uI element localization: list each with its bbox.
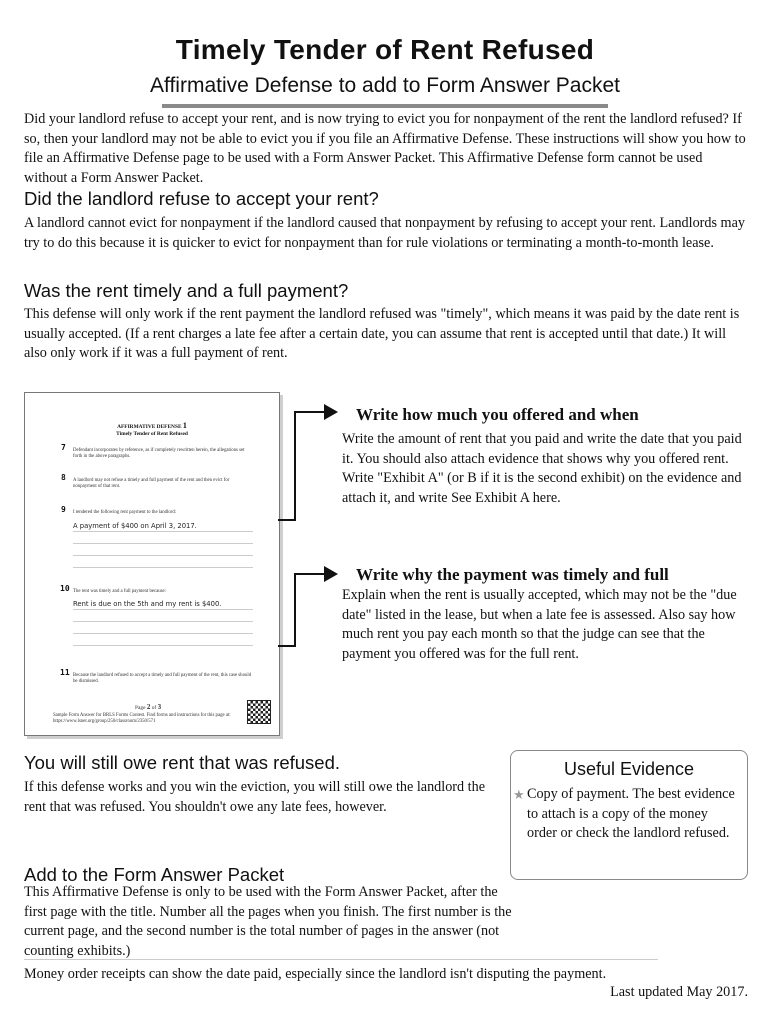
form-heading-number: 1 <box>182 421 187 430</box>
heading-add: Add to the Form Answer Packet <box>24 864 285 885</box>
form-item-number: 10 <box>60 584 70 593</box>
connector-line <box>294 573 324 575</box>
form-page-number: Page 2 of 3 <box>135 703 162 711</box>
useful-evidence-box <box>510 750 748 880</box>
evidence-title: Useful Evidence <box>563 759 695 779</box>
star-icon: ★ <box>513 787 525 802</box>
form-item-text: Because the landlord refused to accept a timely and full payment of the rent, this case should be dismissed. <box>73 673 252 684</box>
form-line <box>73 543 253 544</box>
footer-divider <box>24 959 658 960</box>
form-heading: AFFIRMATIVE DEFENSE 1 <box>117 421 187 430</box>
connector-line <box>278 645 295 647</box>
arrow-right-icon <box>324 566 338 582</box>
paragraph-offer: Write the amount of rent that you paid and write the date that you paid it. You should also attach evidence that shows why you offered rent. Write "Exhibit A" (or B if it is the second exhibit) on the evidence and attach it, and write See Exhibit A here. <box>342 431 742 506</box>
form-item-number: 7 <box>61 443 66 452</box>
heading-timely: Was the rent timely and a full payment? <box>24 280 349 301</box>
connector-line <box>278 519 295 521</box>
form-item-number: 11 <box>60 668 70 677</box>
page-subtitle: Affirmative Defense to add to Form Answer Packet <box>150 74 620 97</box>
sample-form-image <box>24 392 280 736</box>
form-line <box>73 531 253 532</box>
form-item-text: The rent was timely and a full payment because: <box>73 589 166 594</box>
form-source-note: Sample Form Answer for BRLS Forms Contest. Find forms and instructions for this page at: https://www.lsnet.org/group/250/classroom/2350/571 <box>53 713 231 724</box>
paragraph-owe: If this defense works and you win the eviction, you will still owe the landlord the rent that was refused. You shouldn't owe any late fees, however. <box>24 779 486 815</box>
form-line <box>73 621 253 622</box>
receipt-note: Money order receipts can show the date paid, especially since the landlord isn't disputing the payment. <box>24 966 607 982</box>
form-answer-10: Rent is due on the 5th and my rent is $400. <box>73 600 222 608</box>
form-item-text: I tendered the following rent payment to the landlord: <box>73 510 177 515</box>
heading-why: Write why the payment was timely and full <box>356 565 669 584</box>
form-item-text: Defendant incorporates by reference, as if completely rewritten herein, the allegations set forth in the above paragraphs. <box>73 448 245 459</box>
title-divider <box>162 104 608 108</box>
form-answer-9: A payment of $400 on April 3, 2017. <box>73 522 197 530</box>
form-item-number: 9 <box>61 505 66 514</box>
form-line <box>73 633 253 634</box>
form-item-number: 8 <box>61 473 66 482</box>
connector-line <box>294 411 324 413</box>
page-title: Timely Tender of Rent Refused <box>175 34 595 65</box>
connector-line <box>294 411 296 521</box>
form-line <box>73 567 253 568</box>
intro-paragraph: Did your landlord refuse to accept your rent, and is now trying to evict you for nonpayment of the rent the landlord refused? If so, then your landlord may not be able to evict you if you file an Affirmative Defense. These instructions will show you how to file an Affirmative Defense page to be used with a Form Answer Packet. This Affirmative Defense form cannot be used without a Form Answer Packet. <box>24 111 746 186</box>
heading-refuse: Did the landlord refuse to accept your rent? <box>24 188 379 209</box>
heading-owe: You will still owe rent that was refused. <box>24 752 341 773</box>
qr-code-icon <box>247 700 271 724</box>
form-line <box>73 609 253 610</box>
paragraph-add: This Affirmative Defense is only to be used with the Form Answer Packet, after the first page with the title. Number all the pages when you finish. The first number is the current page, and the second number is the total number of pages in the answer (not counting exhibits.) <box>24 884 512 959</box>
heading-offer: Write how much you offered and when <box>356 405 639 424</box>
paragraph-timely: This defense will only work if the rent payment the landlord refused was "timely", which means it was paid by the date rent is usually accepted. (If a rent charges a late fee after a certain date, you can assume that rent is accepted until that date.) It will also only work if it was a full payment of rent. <box>24 306 740 361</box>
evidence-text: Copy of payment. The best evidence to attach is a copy of the money order or check the landlord refused. <box>527 786 735 841</box>
last-updated: Last updated May 2017. <box>610 984 748 1000</box>
paragraph-why: Explain when the rent is usually accepted, which may not be the "due date" listed in the lease, but when a late fee is assessed. Also say how much rent you pay each month so that the judge can see that the payment you offered was for the full rent. <box>342 587 737 662</box>
form-line <box>73 645 253 646</box>
form-subheading: Timely Tender of Rent Refused <box>116 431 188 437</box>
connector-line <box>294 573 296 647</box>
form-item-text: A landlord may not refuse a timely and full payment of the rent and then evict for nonpayment of that rent. <box>73 478 230 489</box>
arrow-right-icon <box>324 404 338 420</box>
paragraph-refuse: A landlord cannot evict for nonpayment if the landlord caused that nonpayment by refusing to accept your rent. Landlords may try to do this because it is quicker to evict for nonpayment than for rule violations or terminating a month-to-month lease. <box>24 215 745 251</box>
form-line <box>73 555 253 556</box>
